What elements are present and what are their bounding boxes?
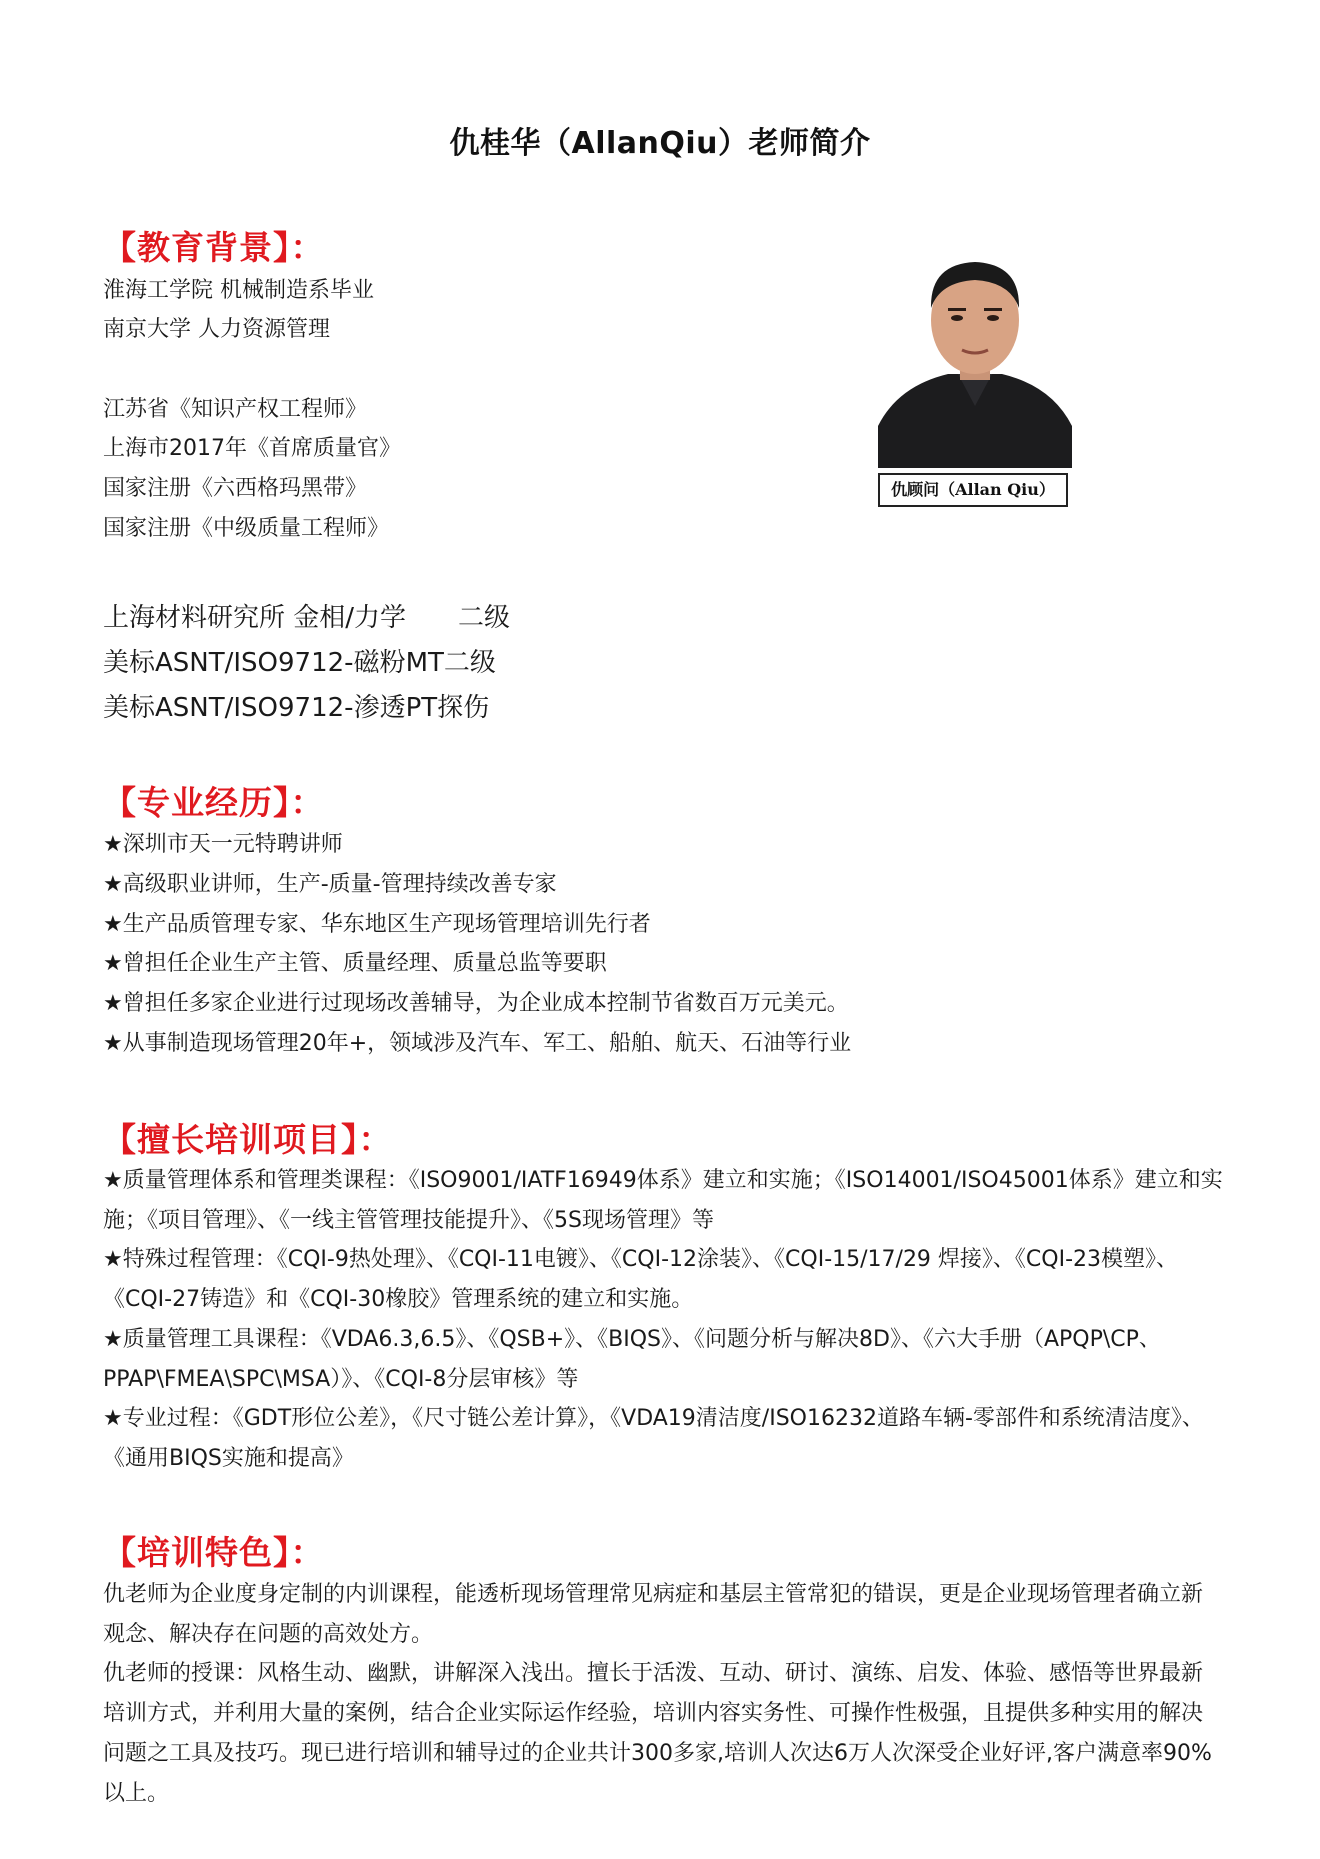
projects-heading: 【擅长培训项目】： (103, 1120, 393, 1159)
project-item: ★专业过程：《GDT形位公差》，《尺寸链公差计算》，《VDA19清洁度/ISO16232道路车辆-零部件和系统清洁度》、《通用BIQS实施和提高》 (103, 1406, 1204, 1471)
education-heading: 【教育背景】： (103, 228, 325, 267)
project-item: ★质量管理工具课程：《VDA6.3,6.5》、《QSB+》、《BIQS》、《问题分析与解决8D》、《六大手册（APQP\CP、PPAP\FMEA\SPC\MSA）》、《CQI-8分层审核》等 (103, 1327, 1161, 1392)
certification-line: 美标ASNT/ISO9712-磁粉MT二级 (103, 648, 496, 678)
education-line: 淮海工学院 机械制造系毕业 (103, 278, 374, 303)
feature-paragraph: 仇老师为企业度身定制的内训课程，能透析现场管理常见病症和基层主管常犯的错误，更是企业现场管理者确立新观念、解决存在问题的高效处方。 (103, 1582, 1204, 1647)
features-heading: 【培训特色】： (103, 1533, 325, 1572)
certification-line: 上海材料研究所 金相/力学 二级 (103, 603, 511, 633)
portrait-photo (878, 246, 1072, 468)
project-item: ★特殊过程管理：《CQI-9热处理》、《CQI-11电镀》、《CQI-12涂装》、《CQI-15/17/29 焊接》、《CQI-23模塑》、《CQI-27铸造》和《CQI-30橡胶》管理系统的建立和实施。 (103, 1247, 1179, 1312)
experience-item: ★曾担任企业生产主管、质量经理、质量总监等要职 (103, 951, 607, 976)
page-title: 仇桂华（AllanQiu）老师简介 (449, 126, 871, 161)
feature-paragraph: 仇老师的授课：风格生动、幽默，讲解深入浅出。擅长于活泼、互动、研讨、演练、启发、体验、感悟等世界最新培训方式，并利用大量的案例，结合企业实际运作经验，培训内容实务性、可操作性极强，且提供多种实用的解决问题之工具及技巧。现已进行培训和辅导过的企业共计300多家,培训人次达6万人次深受企业好评,客户满意率90%以上。 (103, 1661, 1212, 1806)
qualification-line: 国家注册《六西格玛黑带》 (103, 476, 368, 501)
experience-item: ★曾担任多家企业进行过现场改善辅导，为企业成本控制节省数百万元美元。 (103, 991, 849, 1016)
experience-item: ★从事制造现场管理20年+，领域涉及汽车、军工、船舶、航天、石油等行业 (103, 1031, 852, 1056)
education-line: 南京大学 人力资源管理 (103, 317, 330, 342)
experience-item: ★深圳市天一元特聘讲师 (103, 832, 343, 857)
photo-caption: 仇顾问（Allan Qiu） (878, 473, 1068, 507)
experience-item: ★生产品质管理专家、华东地区生产现场管理培训先行者 (103, 912, 651, 937)
qualification-line: 江苏省《知识产权工程师》 (103, 397, 368, 422)
certification-line: 美标ASNT/ISO9712-渗透PT探伤 (103, 693, 490, 723)
qualification-line: 上海市2017年《首席质量官》 (103, 436, 401, 461)
qualification-line: 国家注册《中级质量工程师》 (103, 516, 390, 541)
experience-heading: 【专业经历】： (103, 783, 325, 822)
project-item: ★质量管理体系和管理类课程：《ISO9001/IATF16949体系》建立和实施；《ISO14001/ISO45001体系》建立和实施；《项目管理》、《一线主管管理技能提升》、《5S现场管理》等 (103, 1168, 1223, 1233)
portrait-illustration (878, 246, 1072, 468)
experience-item: ★高级职业讲师，生产-质量-管理持续改善专家 (103, 872, 557, 897)
